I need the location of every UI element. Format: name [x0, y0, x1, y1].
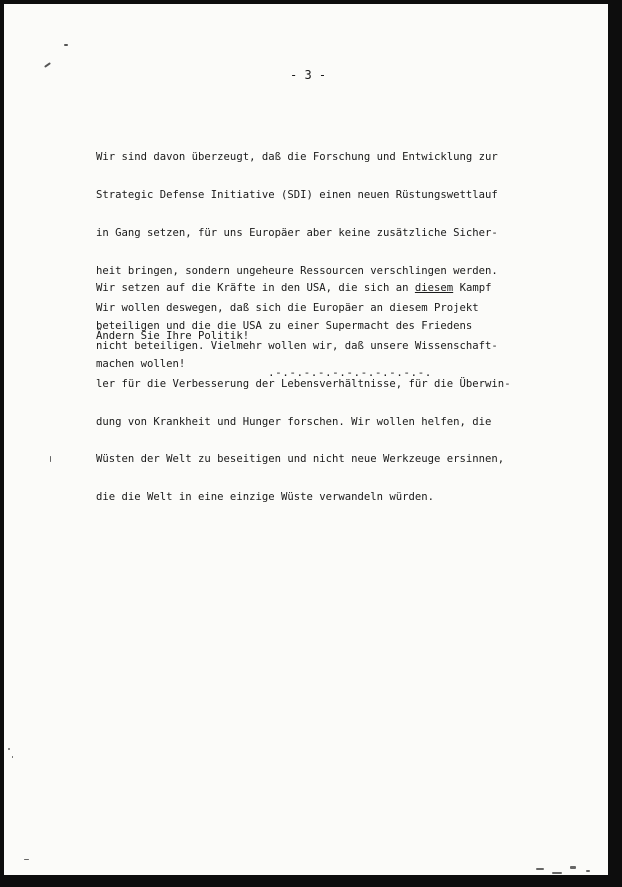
paragraph-appeal	[96, 305, 576, 368]
scan-border-bottom	[0, 875, 622, 887]
pen-mark	[44, 62, 51, 68]
scan-speck	[552, 872, 562, 874]
page-number: - 3 -	[290, 68, 327, 82]
text-segment: Wir setzen auf die Kräfte in den USA, die sich an	[96, 282, 415, 295]
scan-speck	[12, 756, 13, 758]
text-line: Ändern Sie Ihre Politik!	[96, 330, 250, 343]
document-page	[4, 4, 608, 875]
scan-speck	[24, 859, 29, 860]
text-line: ler für die Verbesserung der Lebensverhältnisse, für die Überwin-	[96, 377, 511, 390]
text-line: Wir wollen deswegen, daß sich die Europäer an diesem Projekt	[96, 302, 479, 315]
text-line: heit bringen, sondern ungeheure Ressourcen verschlingen werden.	[96, 264, 498, 277]
text-segment: Kampf	[453, 282, 492, 295]
text-line: machen wollen!	[96, 357, 186, 370]
scan-speck	[586, 870, 590, 872]
text-line: dung von Krankheit und Hunger forschen. Wir wollen helfen, die	[96, 415, 492, 428]
pen-mark	[64, 44, 68, 46]
separator-line: .-.-.-.-.-.-.-.-.-.-.-.	[268, 366, 432, 379]
scan-speck	[8, 748, 10, 750]
text-line: Wüsten der Welt zu beseitigen und nicht neue Werkzeuge ersinnen,	[96, 453, 505, 466]
text-line: nicht beteiligen. Vielmehr wollen wir, daß unsere Wissenschaft-	[96, 340, 498, 353]
text-line	[96, 282, 576, 295]
text-line: in Gang setzen, für uns Europäer aber keine zusätzliche Sicher-	[96, 226, 498, 239]
text-line: beteiligen und die die USA zu einer Supermacht des Friedens	[96, 319, 473, 332]
text-line: die die Welt in eine einzige Wüste verwandeln würden.	[96, 491, 435, 504]
text-line: Wir sind davon überzeugt, daß die Forschung und Entwicklung zur	[96, 151, 498, 164]
scan-speck	[570, 866, 576, 869]
text-line: Strategic Defense Initiative (SDI) einen neuen Rüstungswettlauf	[96, 188, 498, 201]
scan-border-right	[608, 0, 622, 887]
scan-speck	[50, 456, 51, 462]
underlined-word: diesem	[414, 282, 454, 295]
scan-speck	[536, 868, 544, 870]
